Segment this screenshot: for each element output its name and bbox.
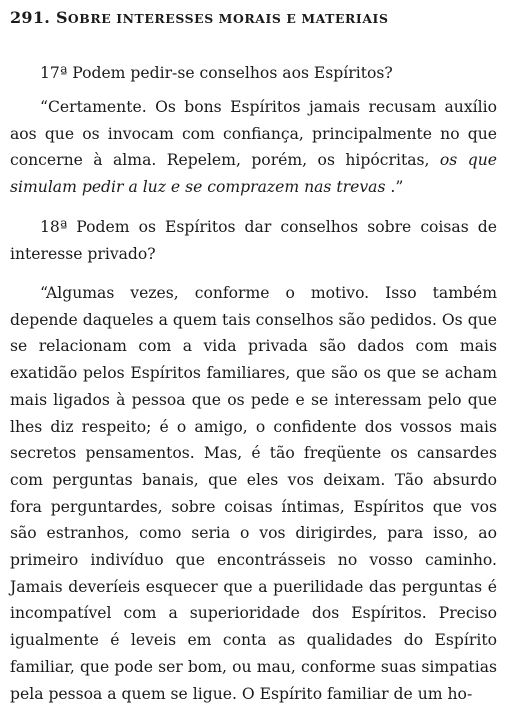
question-18: 18ª Podem os Espíritos dar conselhos sobre coisas de interesse privado? [10, 218, 497, 263]
answer-17-italic: os que simulam pedir a luz e se comprazem nas trevas [10, 151, 497, 197]
section-title-rest: OBRE INTERESSES MORAIS E MATERIAIS [67, 11, 389, 26]
question-17: 17ª Podem pedir-se conselhos aos Espíritos? [40, 64, 393, 82]
answer-17-text: “Certamente. Os bons Espíritos jamais recusam auxílio aos que os invocam com confiança, principalmente no que concerne à alma. Repelem, porém, os hipócritas, [10, 98, 497, 170]
section-title-initial: S [56, 8, 68, 27]
section-heading [10, 8, 497, 27]
answer-17 [10, 94, 497, 201]
answer-17-end: .” [385, 178, 404, 197]
answer-18: “Algumas vezes, conforme o motivo. Isso também depende daqueles a quem tais conselhos são pedidos. Os que se relacionam com a vida privada são dados com mais exatidão pelos Espíritos familiares, que são os que se acham mais ligados à pessoa que os pede e se interessam pelo que lhes diz respeito; é o amigo, o confidente dos vossos mais secretos pensamentos. Mas, é tão freqüente os cansardes com perguntas banais, que eles vos deixam. Tão absurdo fora perguntardes, sobre coisas íntimas, Espíritos que vos são estranhos, como seria o vos dirigirdes, para isso, ao primeiro indivíduo que encontrásseis no vosso caminho. Jamais deveríeis esquecer que a puerilidade das perguntas é incompatível com a superioridade dos Espíritos. Preciso igualmente é leveis em conta as qualidades do Espírito familiar, que pode ser bom, ou mau, conforme suas simpatias pela pessoa a quem se ligue. O Espírito familiar de um ho- [10, 284, 497, 703]
section-number: 291. [10, 8, 51, 27]
